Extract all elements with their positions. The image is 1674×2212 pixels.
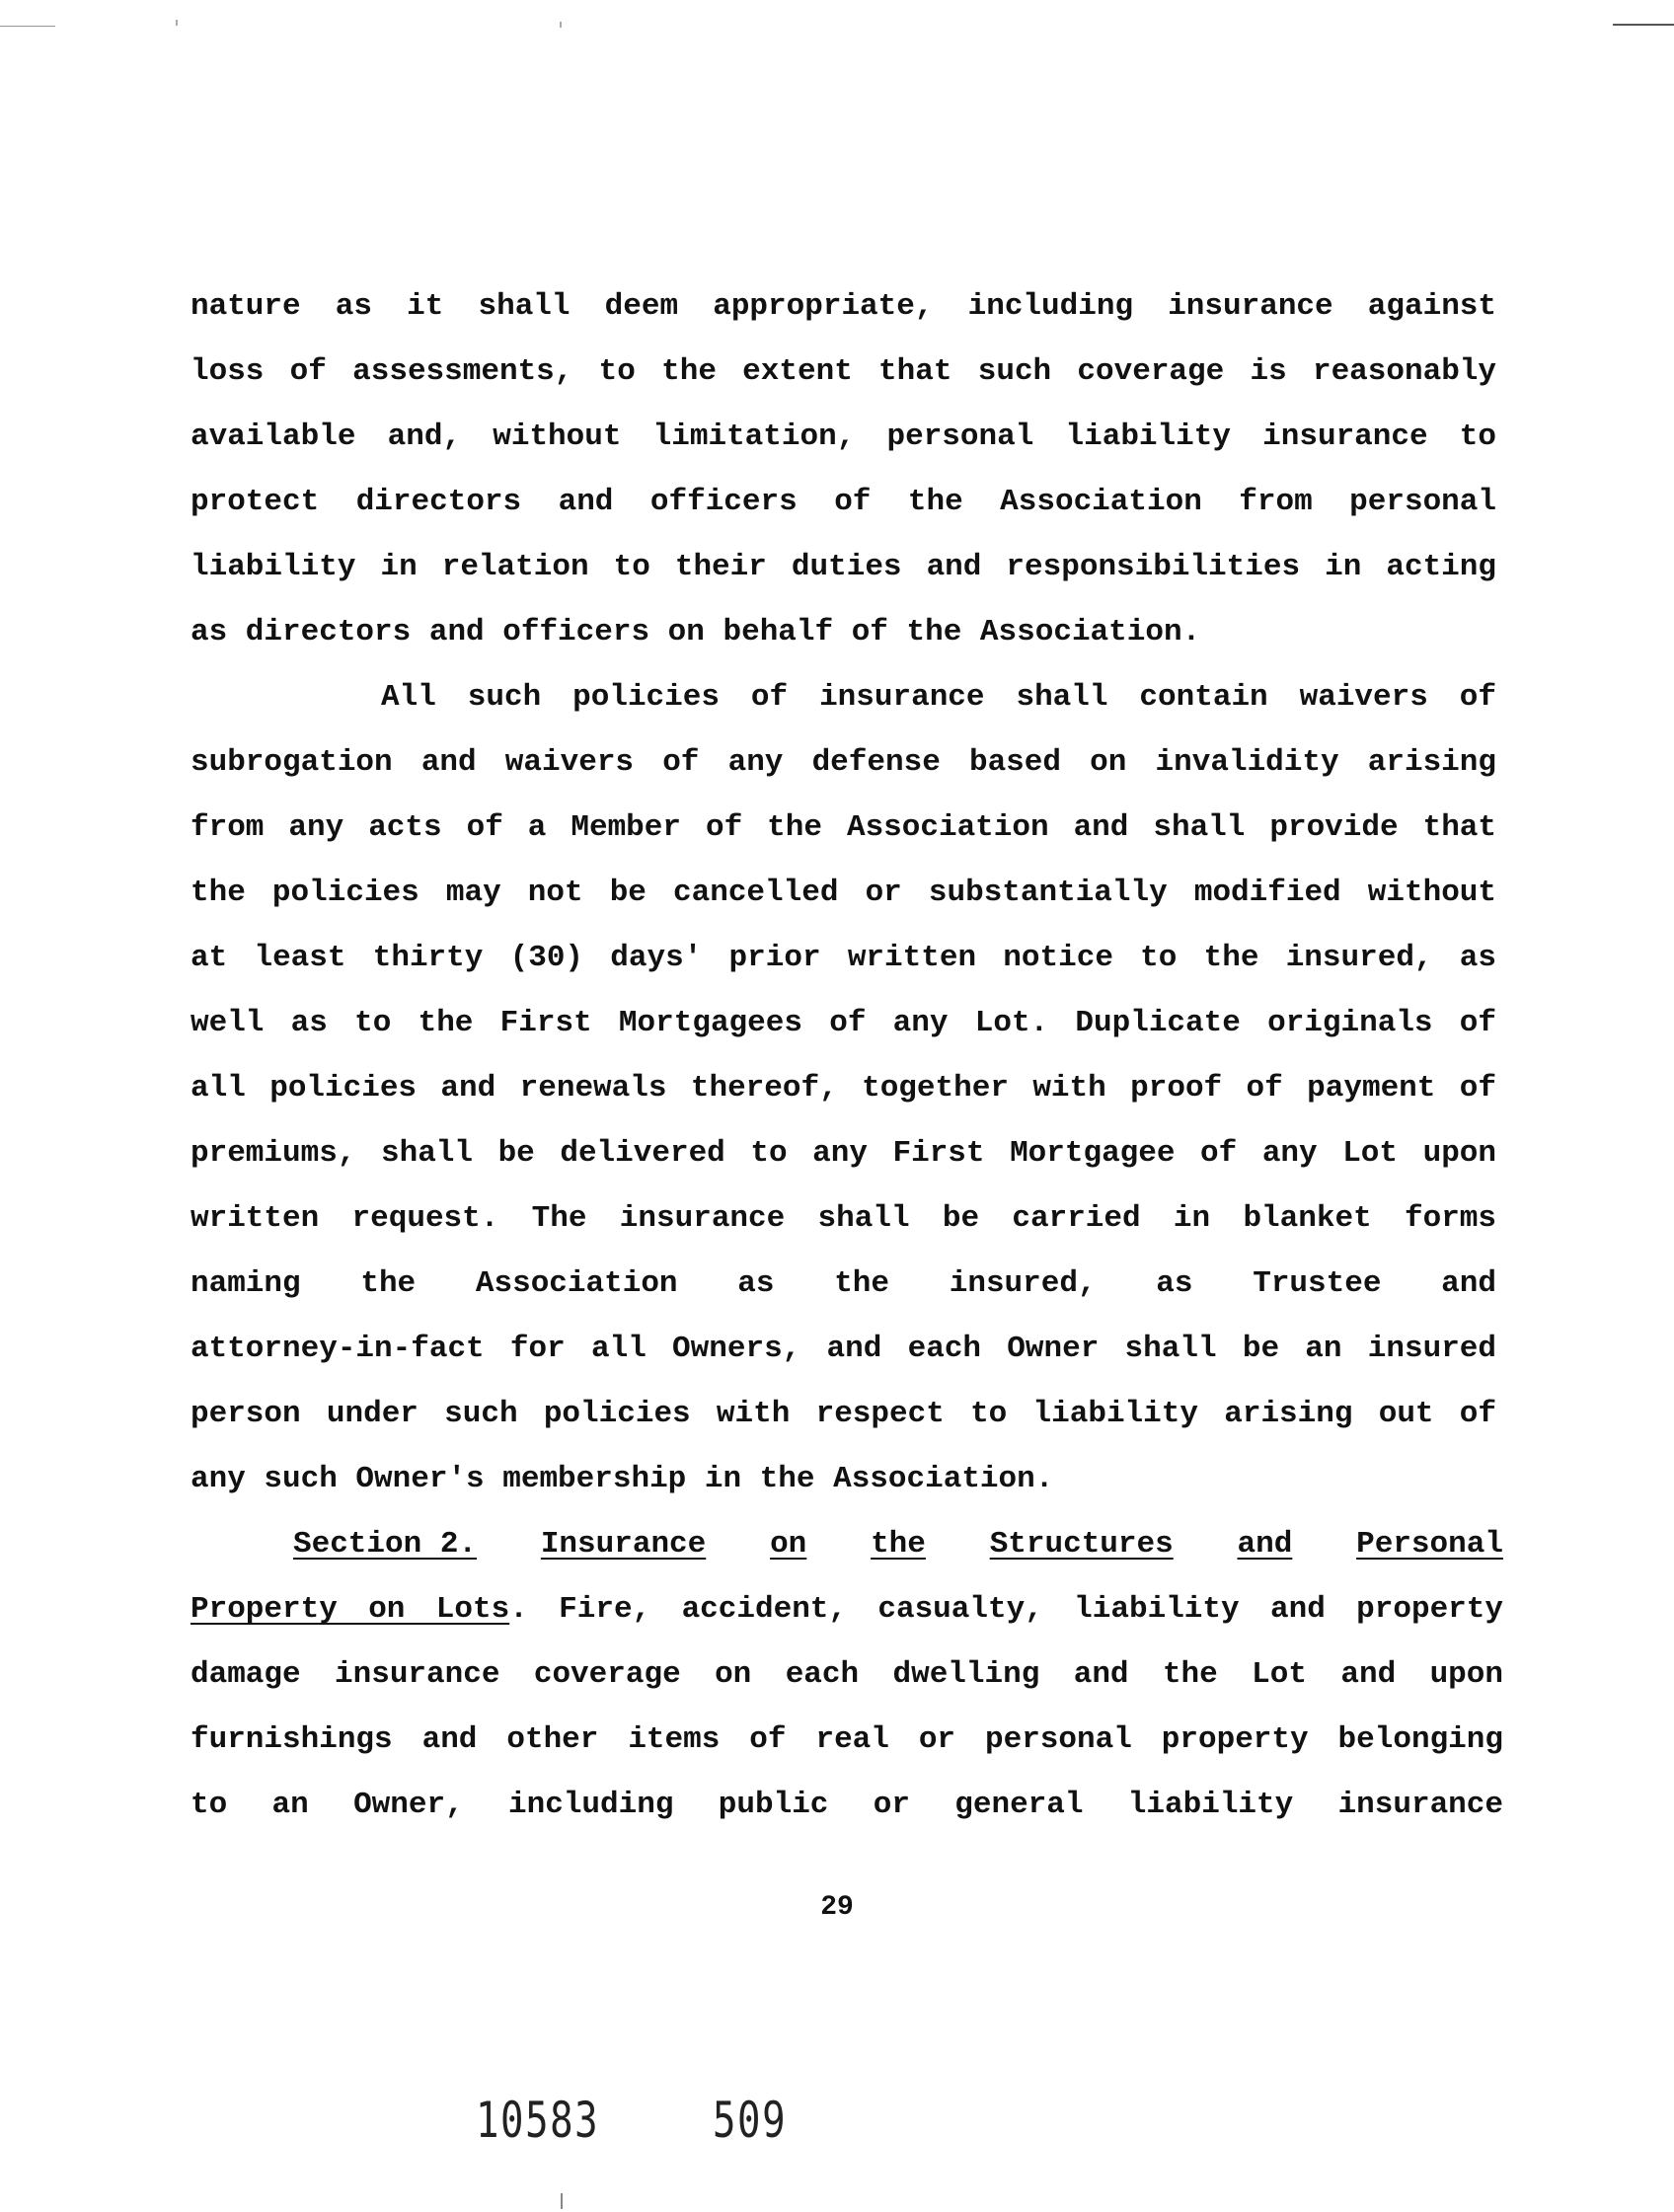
section-line: furnishings and other items of real or personal property belonging	[190, 1722, 1503, 1757]
section-title-word: and	[1237, 1527, 1293, 1562]
section-title-continuation-line	[190, 1590, 1503, 1630]
body-line: subrogation and waivers of any defense based on invalidity arising	[190, 745, 1496, 780]
body-line: nature as it shall deem appropriate, including insurance against	[190, 289, 1496, 324]
scan-dot	[176, 20, 178, 26]
scan-dot	[560, 22, 562, 28]
section-heading	[190, 1525, 1503, 1564]
body-line: the policies may not be cancelled or substantially modified without	[190, 876, 1496, 910]
body-line: attorney-in-fact for all Owners, and each Owner shall be an insured	[190, 1332, 1496, 1366]
section-title-word: Structures	[989, 1527, 1174, 1562]
section-title-continuation: Property on Lots	[190, 1592, 510, 1627]
body-line: loss of assessments, to the extent that such coverage is reasonably	[190, 354, 1496, 389]
body-line: written request. The insurance shall be carried in blanket forms	[190, 1201, 1496, 1236]
body-line: premiums, shall be delivered to any First Mortgagee of any Lot upon	[190, 1136, 1496, 1171]
body-line: liability in relation to their duties and responsibilities in acting	[190, 550, 1496, 584]
scan-mark-right	[1613, 24, 1674, 26]
body-line: all policies and renewals thereof, together with proof of payment of	[190, 1071, 1496, 1106]
scan-tick-mark	[561, 2193, 563, 2209]
body-line: at least thirty (30) days' prior written notice to the insured, as	[190, 941, 1496, 975]
page-number: 29	[820, 1892, 854, 1923]
recording-page-number: 509	[713, 2092, 788, 2149]
body-line: as directors and officers on behalf of the Association.	[190, 615, 1201, 649]
recording-book-number: 10583	[476, 2092, 600, 2149]
section-text: . Fire, accident, casualty, liability and property	[509, 1592, 1503, 1627]
body-line: naming the Association as the insured, as Trustee and	[190, 1266, 1496, 1301]
section-title-word: Personal	[1356, 1527, 1503, 1562]
section-title-word: the	[871, 1527, 926, 1562]
body-line: available and, without limitation, personal liability insurance to	[190, 420, 1496, 454]
body-line: any such Owner's membership in the Association.	[190, 1462, 1054, 1496]
section-title-word: on	[770, 1527, 807, 1562]
section-title-word: Insurance	[540, 1527, 707, 1562]
section-label: Section 2.	[293, 1527, 478, 1562]
body-line: person under such policies with respect to liability arising out of	[190, 1397, 1496, 1431]
paragraph-start-line: All such policies of insurance shall contain waivers of	[381, 680, 1496, 715]
body-line: protect directors and officers of the Association from personal	[190, 485, 1496, 519]
body-line: from any acts of a Member of the Association and shall provide that	[190, 810, 1496, 845]
section-line: to an Owner, including public or general liability insurance	[190, 1788, 1503, 1822]
body-line: well as to the First Mortgagees of any Lot. Duplicate originals of	[190, 1006, 1496, 1040]
section-line: damage insurance coverage on each dwelling and the Lot and upon	[190, 1657, 1503, 1692]
scan-mark-left	[0, 26, 55, 27]
